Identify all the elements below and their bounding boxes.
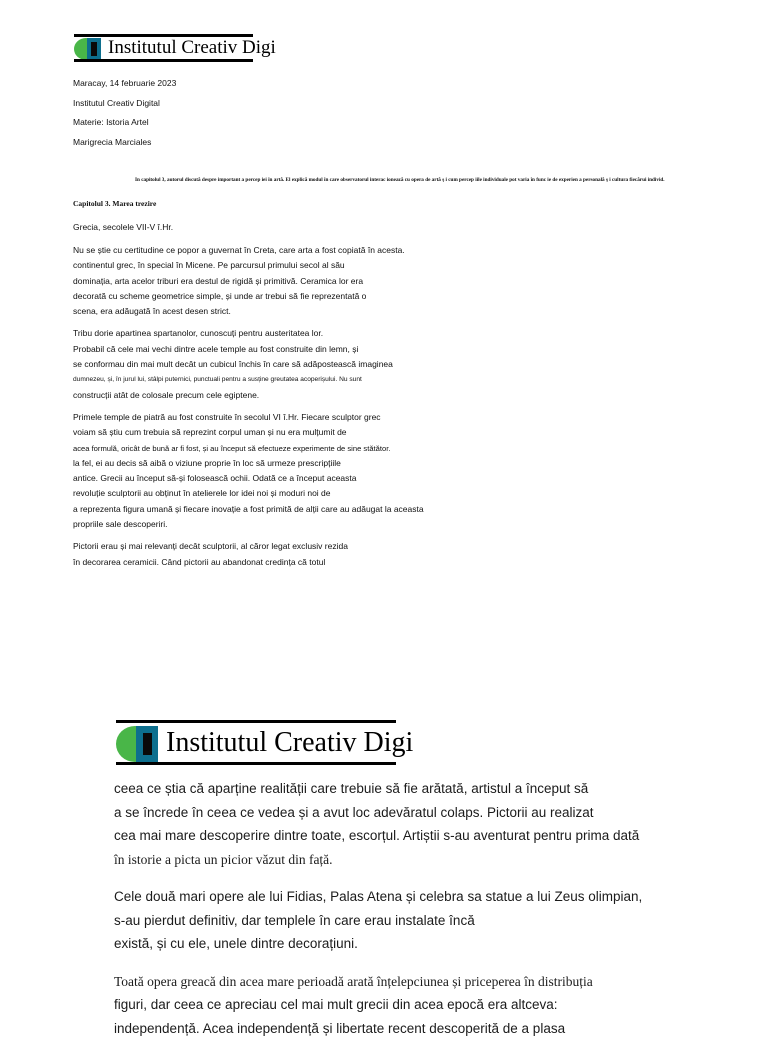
logo-bottom-rule (116, 762, 396, 765)
text-line: scena, era adăugată în acest desen strict. (73, 306, 231, 317)
institute-logo (116, 720, 414, 765)
text-line: a reprezenta figura umană și fiecare inovație a fost primită de alții care au adăugat la aceasta (73, 503, 424, 514)
text-line: Probabil că cele mai vechi dintre acele temple au fost construite din lemn, și (73, 343, 359, 354)
chapter-abstract: In capitolul 3, autorul discută despre important a percep iei în artă. El explică modul în care observatorul interac ionează cu opera de artă ş i cum percep iile individuale pot varia în func ie de experien a personală ş i cultura fiecărui individ. (135, 177, 665, 183)
paragraph (114, 885, 642, 956)
chapter-title: Capitolul 3. Marea trezire (73, 199, 157, 208)
text-line: Toată opera greacă din acea mare perioadă arată înțelepciunea și priceperea în distribuția (114, 973, 593, 989)
text-line: decorată cu scheme geometrice simple, și unde ar trebui să fie reprezentată o (73, 290, 367, 301)
paragraph (73, 539, 424, 570)
paragraph (114, 970, 642, 1041)
logo-emblem-icon (74, 34, 106, 62)
text-line: voiam să știu cum trebuia să reprezint corpul uman și nu era mulțumit de (73, 427, 347, 438)
text-line: Nu se știe cu certitudine ce popor a guvernat în Creta, care arta a fost copiată în acesta. (73, 245, 405, 255)
logo-emblem-icon (116, 720, 166, 765)
text-line: a se încrede în ceea ce vedea și a avut loc adevăratul colaps. Pictorii au realizat (114, 804, 594, 820)
text-line: la fel, ei au decis să aibă o viziune proprie în loc să urmeze prescripțiile (73, 457, 341, 468)
header-institution: Institutul Creativ Digital (73, 98, 160, 108)
text-line: continentul grec, în special în Micene. Pe parcursul primului secol al său (73, 260, 345, 271)
text-line: Primele temple de piatră au fost construite în secolul VI î.Hr. Fiecare sculptor grec (73, 411, 381, 422)
paragraph (73, 243, 424, 319)
logo-text: Institutul Creativ Digi (108, 37, 276, 58)
institute-logo (74, 34, 276, 62)
text-line: construcții atât de colosale precum cele egiptene. (73, 389, 260, 400)
section-subtitle: Grecia, secolele VII-V î.Hr. (73, 222, 174, 232)
text-line: se conformau din mai mult decât un cubicul închis în care să adăpostească imaginea (73, 359, 393, 370)
text-line: în istorie a picta un picior văzut din față. (114, 851, 333, 867)
text-line: antice. Grecii au început să-și folosească ochii. Odată ce a început aceasta (73, 473, 357, 484)
text-line: propriile sale descoperiri. (73, 519, 168, 530)
header-subject: Materie: Istoria Artel (73, 117, 149, 127)
text-line: Tribu dorie apartinea spartanolor, cunoscuți pentru austeritatea lor. (73, 328, 324, 339)
paragraph (73, 326, 424, 402)
text-line: Pictorii erau și mai relevanți decât sculptorii, al căror legat exclusiv rezida (73, 541, 348, 552)
text-line: independență. Acea independență și libertate recent descoperită de a plasa (114, 1020, 566, 1036)
text-line: acea formulă, oricât de bună ar fi fost, și au început să efectueze experimente de sine stătător. (73, 443, 391, 453)
paragraph (73, 410, 424, 532)
header-place-date: Maracay, 14 februarie 2023 (73, 78, 177, 88)
header-author: Marigrecia Marciales (73, 137, 152, 147)
text-line: ceea ce știa că aparține realității care trebuie să fie arătată, artistul a început să (114, 781, 589, 796)
page2-body (114, 777, 642, 1054)
text-line: revoluție sculptorii au obținut în atelierele lor idei noi și moduri noi de (73, 488, 331, 499)
text-line: dumnezeu, și, în jurul lui, stâlpi puternici, punctuali pentru a susține greutatea acoperișului. Nu sunt (73, 376, 362, 384)
text-line: dominația, arta acelor triburi era destul de rigidă și primitivă. Ceramica lor era (73, 275, 364, 286)
text-line: există, și cu ele, unele dintre decorațiuni. (114, 936, 358, 951)
page1-body (73, 243, 424, 577)
text-line: Cele două mari opere ale lui Fidias, Palas Atena și celebra sa statue a lui Zeus olimpian, (114, 889, 643, 904)
text-line: cea mai mare descoperire dintre toate, escorțul. Artiștii s-au aventurat pentru prima dată (114, 828, 640, 843)
text-line: în decorarea ceramicii. Când pictorii au abandonat credința că totul (73, 556, 326, 567)
logo-bottom-rule (74, 59, 253, 62)
logo-text: Institutul Creativ Digi (166, 726, 414, 758)
text-line: s-au pierdut definitiv, dar templele în care erau instalate încă (114, 912, 475, 928)
paragraph (114, 777, 642, 871)
text-line: figuri, dar ceea ce apreciau cel mai mult grecii din acea epocă era altceva: (114, 997, 558, 1012)
